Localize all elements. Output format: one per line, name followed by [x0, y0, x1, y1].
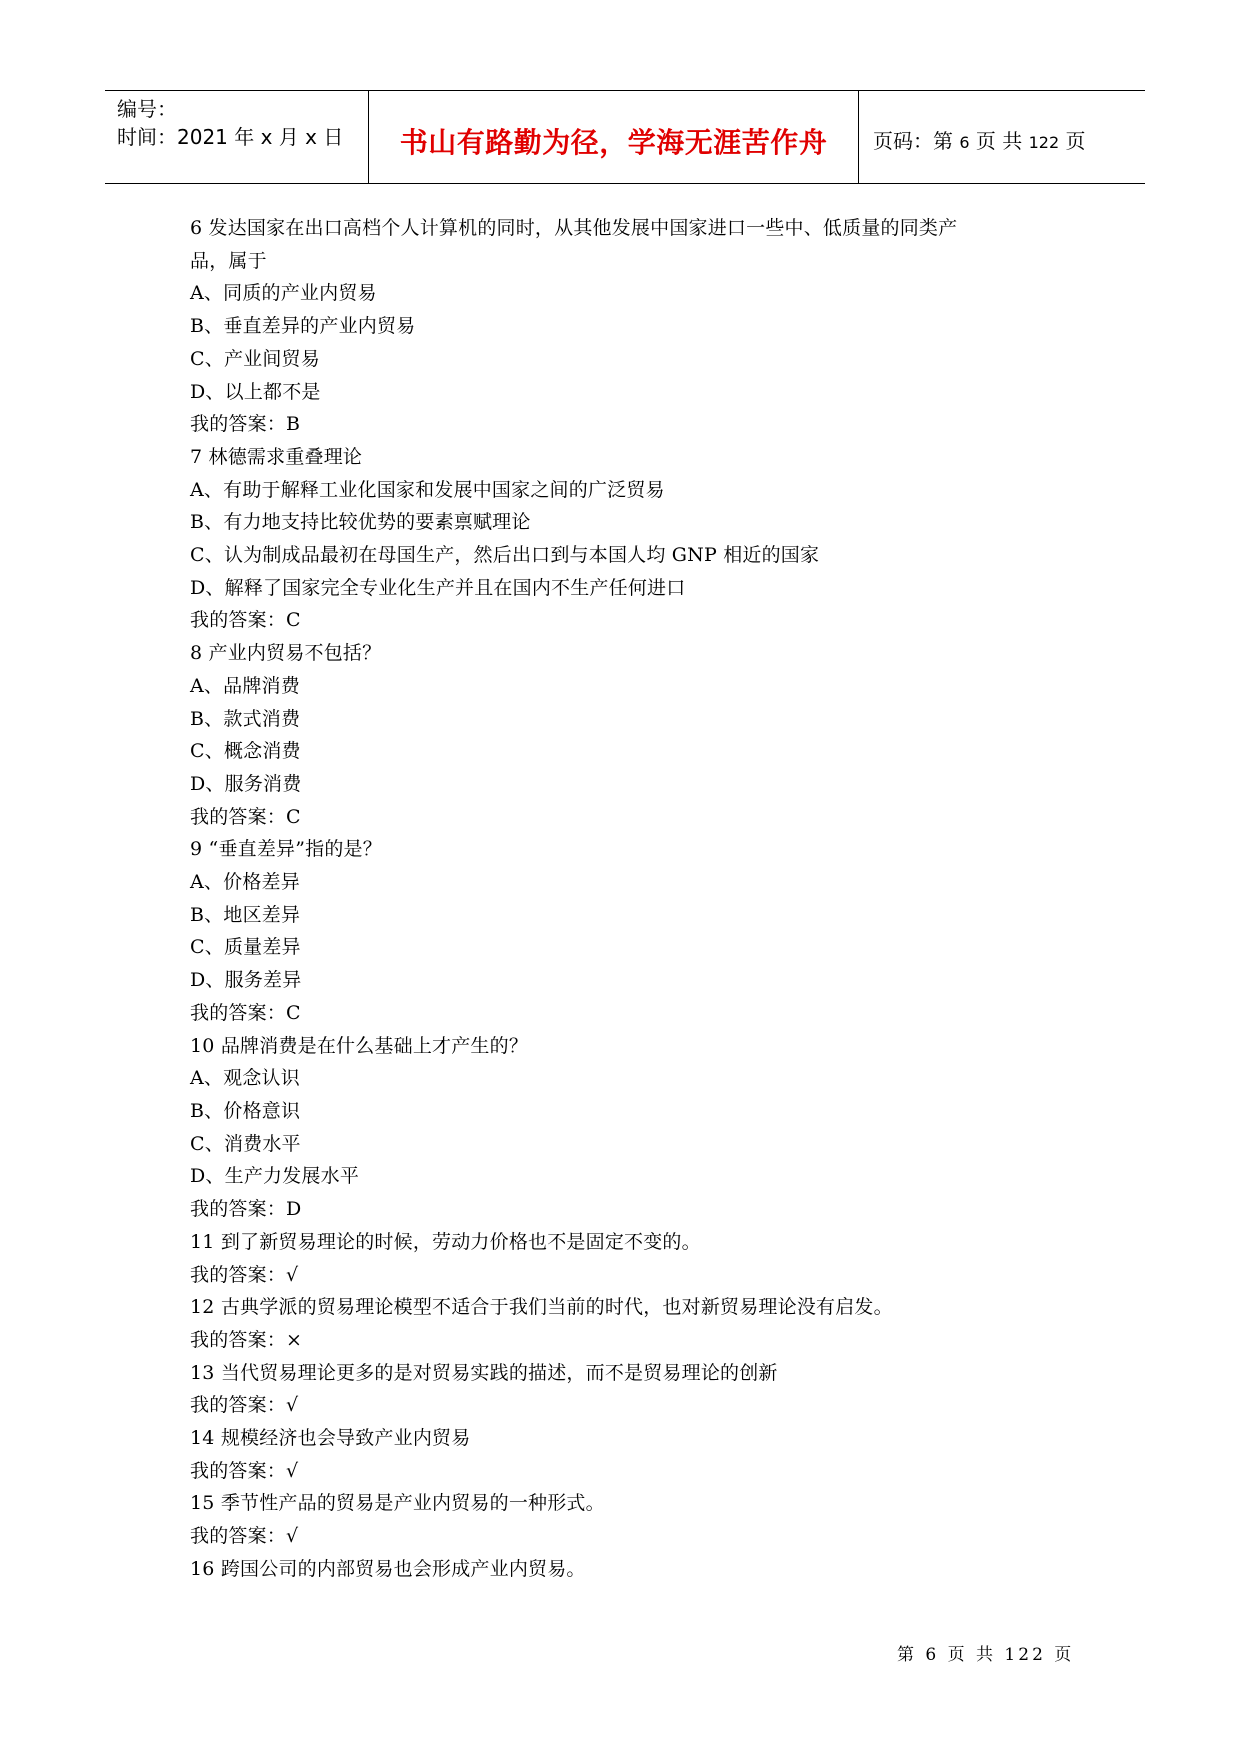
text-line: 11 到了新贸易理论的时候，劳动力价格也不是固定不变的。	[190, 1230, 701, 1253]
text-line: A、同质的产业内贸易	[190, 282, 377, 305]
header-page-cell	[859, 91, 1145, 183]
text-line: D、服务差异	[190, 969, 302, 992]
text-line: A、品牌消费	[190, 674, 300, 697]
text-line: D、服务消费	[190, 772, 302, 795]
text-line: 9 “垂直差异”指的是？	[190, 838, 382, 861]
text-line: 我的答案：√	[190, 1394, 299, 1417]
text-line: 14 规模经济也会导致产业内贸易	[190, 1427, 471, 1450]
text-line: B、款式消费	[190, 707, 301, 730]
text-line: C、产业间贸易	[190, 347, 320, 370]
text-line: B、价格意识	[190, 1099, 301, 1122]
text-line: C、认为制成品最初在母国生产，然后出口到与本国人均 GNP 相近的国家	[190, 544, 820, 567]
text-line: C、概念消费	[190, 740, 301, 763]
text-line: A、观念认识	[190, 1067, 300, 1090]
document-body	[190, 212, 1070, 1586]
time-label: 时间：2021 年 x 月 x 日	[117, 125, 344, 149]
text-line: 16 跨国公司的内部贸易也会形成产业内贸易。	[190, 1557, 586, 1580]
text-line: 我的答案：C	[190, 609, 301, 632]
text-line: 8 产业内贸易不包括？	[190, 642, 382, 665]
text-line: 6 发达国家在出口高档个人计算机的同时，从其他发展中国家进口一些中、低质量的同类产	[190, 217, 958, 239]
text-line: D、生产力发展水平	[190, 1165, 360, 1188]
page-total: 122	[1028, 133, 1060, 152]
header-meta-cell	[105, 91, 369, 183]
page-header	[105, 90, 1145, 184]
text-line: 我的答案：D	[190, 1198, 302, 1221]
text-line: B、有力地支持比较优势的要素禀赋理论	[190, 511, 531, 534]
text-line: 我的答案：B	[190, 413, 301, 436]
text-line: 7 林德需求重叠理论	[190, 445, 363, 468]
text-line: A、有助于解释工业化国家和发展中国家之间的广泛贸易	[190, 478, 665, 501]
text-line: 10 品牌消费是在什么基础上才产生的？	[190, 1034, 529, 1057]
text-line: D、解释了国家完全专业化生产并且在国内不生产任何进口	[190, 576, 686, 599]
page-prefix: 页码：第	[873, 129, 953, 153]
text-line: 我的答案：√	[190, 1263, 299, 1286]
page-number: 6	[959, 133, 970, 152]
serial-label: 编号：	[117, 97, 177, 121]
text-line: 我的答案：C	[190, 1001, 301, 1024]
text-line: 12 古典学派的贸易理论模型不适合于我们当前的时代，也对新贸易理论没有启发。	[190, 1296, 893, 1319]
text-line: B、地区差异	[190, 903, 301, 926]
page-suffix: 页	[1065, 129, 1086, 153]
text-line: D、以上都不是	[190, 380, 321, 403]
text-line: 我的答案：√	[190, 1525, 299, 1548]
page-mid: 页 共	[975, 129, 1023, 153]
text-line: 15 季节性产品的贸易是产业内贸易的一种形式。	[190, 1492, 605, 1515]
page-indicator	[873, 125, 1086, 154]
text-line: C、质量差异	[190, 936, 301, 959]
page-footer: 第 6 页 共 122 页	[897, 1645, 1075, 1665]
text-line: B、垂直差异的产业内贸易	[190, 315, 416, 338]
text-line: 13 当代贸易理论更多的是对贸易实践的描述，而不是贸易理论的创新	[190, 1361, 778, 1384]
text-line: C、消费水平	[190, 1132, 301, 1155]
motto: 书山有路勤为径，学海无涯苦作舟	[399, 126, 828, 159]
text-line: 我的答案：C	[190, 805, 301, 828]
text-line: 品，属于	[190, 249, 267, 272]
text-line: 我的答案：×	[190, 1328, 303, 1351]
text-line: A、价格差异	[190, 871, 300, 894]
text-line: 我的答案：√	[190, 1459, 299, 1482]
header-motto-cell	[369, 91, 859, 183]
